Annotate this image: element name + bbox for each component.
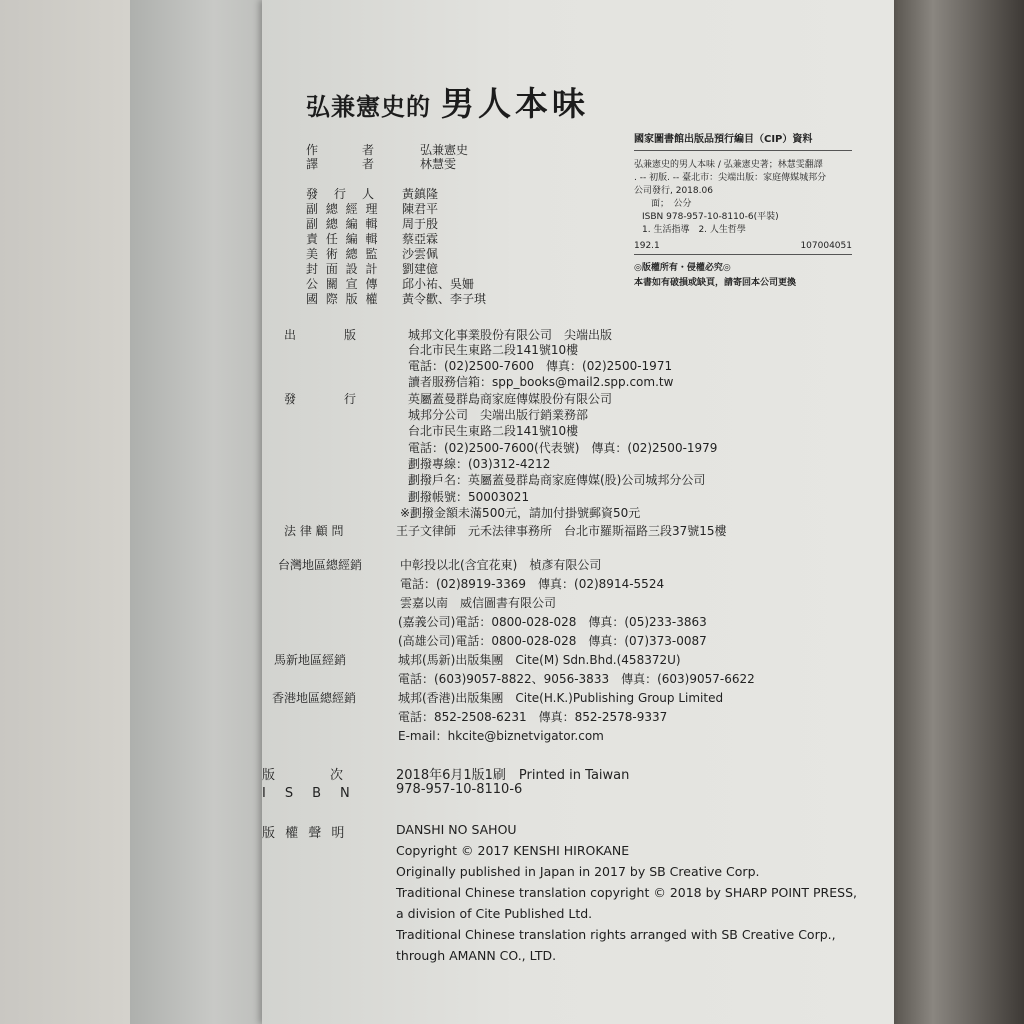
copyright-label: 版 權 聲 明 — [262, 826, 348, 841]
previous-page-edge — [130, 0, 270, 1024]
staff-label: 責 任 編 輯 — [306, 232, 380, 246]
staff-value: 周于殷 — [402, 217, 439, 231]
taiwan-line: 中彰投以北(含宜花東) 楨彥有限公司 — [400, 558, 602, 572]
taiwan-line: 電話：(02)8919-3369 傳真：(02)8914-5524 — [400, 577, 665, 591]
book-title — [306, 78, 589, 125]
title-main: 男人本味 — [441, 84, 589, 123]
cip-heading: 國家圖書館出版品預行編目（CIP）資料 — [634, 130, 852, 151]
edition-label: 版 次 — [262, 768, 348, 783]
copyright-line: Traditional Chinese translation rights arranged with SB Creative Corp., — [396, 927, 836, 942]
taiwan-label: 台灣地區總經銷 — [278, 558, 363, 572]
staff-label: 發 行 人 — [306, 187, 377, 201]
cip-record — [634, 130, 852, 288]
distributor-line: 劃撥帳號：50003021 — [408, 490, 530, 504]
copyright-line: through AMANN CO., LTD. — [396, 948, 557, 963]
staff-value: 劉建億 — [402, 262, 439, 276]
copyright-line: a division of Cite Published Ltd. — [396, 906, 593, 921]
staff-value: 蔡亞霖 — [402, 232, 439, 246]
staff-label: 作 者 — [306, 143, 377, 157]
publisher-label: 出 版 — [284, 328, 357, 342]
cip-record-number: 107004051 — [800, 241, 852, 251]
staff-value: 弘兼憲史 — [420, 143, 469, 157]
malaysia-line: 電話：(603)9057-8822、9056-3833 傳真：(603)9057-6622 — [398, 672, 755, 686]
staff-value: 陳君平 — [402, 202, 439, 216]
isbn-label: I S B N — [262, 786, 353, 801]
staff-value: 黃令歡、李子琪 — [402, 292, 487, 306]
isbn-value: 978-957-10-8110-6 — [396, 782, 523, 797]
cip-line: 1. 生活指導 2. 人生哲學 — [642, 225, 746, 235]
staff-label: 副 總 經 理 — [306, 202, 380, 216]
malaysia-label: 馬新地區經銷 — [274, 653, 347, 667]
publisher-line: 台北市民生東路二段141號10樓 — [408, 343, 579, 357]
taiwan-line: 雲嘉以南 威信圖書有限公司 — [400, 596, 557, 610]
publisher-line: 電話：(02)2500-7600 傳真：(02)2500-1971 — [408, 359, 673, 373]
publisher-line: 讀者服務信箱：spp_books@mail2.spp.com.tw — [408, 375, 674, 389]
cip-numbers — [634, 241, 852, 255]
staff-label: 美 術 總 監 — [306, 247, 380, 261]
staff-label: 國 際 版 權 — [306, 292, 380, 306]
distributor-line: 英屬蓋曼群島商家庭傳媒股份有限公司 — [408, 392, 613, 406]
staff-label: 譯 者 — [306, 157, 377, 171]
distributor-line: 城邦分公司 尖端出版行銷業務部 — [408, 408, 589, 422]
damage-notice: 本書如有破損或缺頁，請寄回本公司更換 — [634, 278, 797, 288]
staff-label: 封 面 設 計 — [306, 262, 380, 276]
hongkong-label: 香港地區總經銷 — [272, 691, 357, 705]
colophon-page — [262, 0, 894, 1024]
taiwan-line: (嘉義公司)電話：0800-028-028 傳真：(05)233-3863 — [398, 615, 707, 629]
copyright-line: Traditional Chinese translation copyright © 2018 by SHARP POINT PRESS, — [396, 885, 857, 900]
staff-value: 黃鎮隆 — [402, 187, 439, 201]
staff-value: 邱小祐、吳姍 — [402, 277, 475, 291]
edition-value: 2018年6月1版1刷 Printed in Taiwan — [396, 768, 630, 783]
copyright-line: Originally published in Japan in 2017 by SB Creative Corp. — [396, 864, 760, 879]
hongkong-line: 城邦(香港)出版集團 Cite(H.K.)Publishing Group Limited — [398, 691, 724, 705]
background-right — [894, 0, 1024, 1024]
cip-line: 公司發行, 2018.06 — [634, 186, 713, 196]
taiwan-line: (高雄公司)電話：0800-028-028 傳真：(07)373-0087 — [398, 634, 707, 648]
cip-line: 弘兼憲史的男人本味 / 弘兼憲史著；林慧雯翻譯 — [634, 160, 823, 170]
copyright-line: Copyright © 2017 KENSHI HIROKANE — [396, 843, 630, 858]
copyright-line: DANSHI NO SAHOU — [396, 822, 517, 837]
staff-value: 沙雲佩 — [402, 247, 439, 261]
cip-line: . -- 初版. -- 臺北市：尖端出版：家庭傳媒城邦分 — [634, 173, 827, 183]
title-prefix: 弘兼憲史的 — [306, 93, 431, 121]
staff-label: 副 總 編 輯 — [306, 217, 380, 231]
rights-notice: ◎版權所有・侵權必究◎ — [634, 263, 731, 273]
cip-line: 面； 公分 — [642, 199, 692, 209]
distributor-line: ※劃撥金額未滿500元，請加付掛號郵資50元 — [400, 506, 641, 520]
staff-value: 林慧雯 — [420, 157, 457, 171]
publisher-line: 城邦文化事業股份有限公司 尖端出版 — [408, 328, 613, 342]
distributor-line: 劃撥專線：(03)312-4212 — [408, 457, 551, 471]
distributor-label: 發 行 — [284, 392, 357, 406]
background-left — [0, 0, 130, 1024]
distributor-line: 劃撥戶名：英屬蓋曼群島商家庭傳媒(股)公司城邦分公司 — [408, 473, 706, 487]
legal-label: 法 律 顧 問 — [284, 524, 344, 538]
malaysia-line: 城邦(馬新)出版集團 Cite(M) Sdn.Bhd.(458372U) — [398, 653, 681, 667]
cip-class-number: 192.1 — [634, 241, 660, 251]
staff-label: 公 關 宣 傳 — [306, 277, 380, 291]
hongkong-line: 電話：852-2508-6231 傳真：852-2578-9337 — [398, 710, 668, 724]
cip-line: ISBN 978-957-10-8110-6(平裝) — [642, 212, 779, 222]
distributor-line: 電話：(02)2500-7600(代表號) 傳真：(02)2500-1979 — [408, 441, 718, 455]
hongkong-line: E-mail：hkcite@biznetvigator.com — [398, 729, 604, 743]
distributor-line: 台北市民生東路二段141號10樓 — [408, 424, 579, 438]
legal-value: 王子文律師 元禾法律事務所 台北市羅斯福路三段37號15樓 — [396, 524, 727, 538]
